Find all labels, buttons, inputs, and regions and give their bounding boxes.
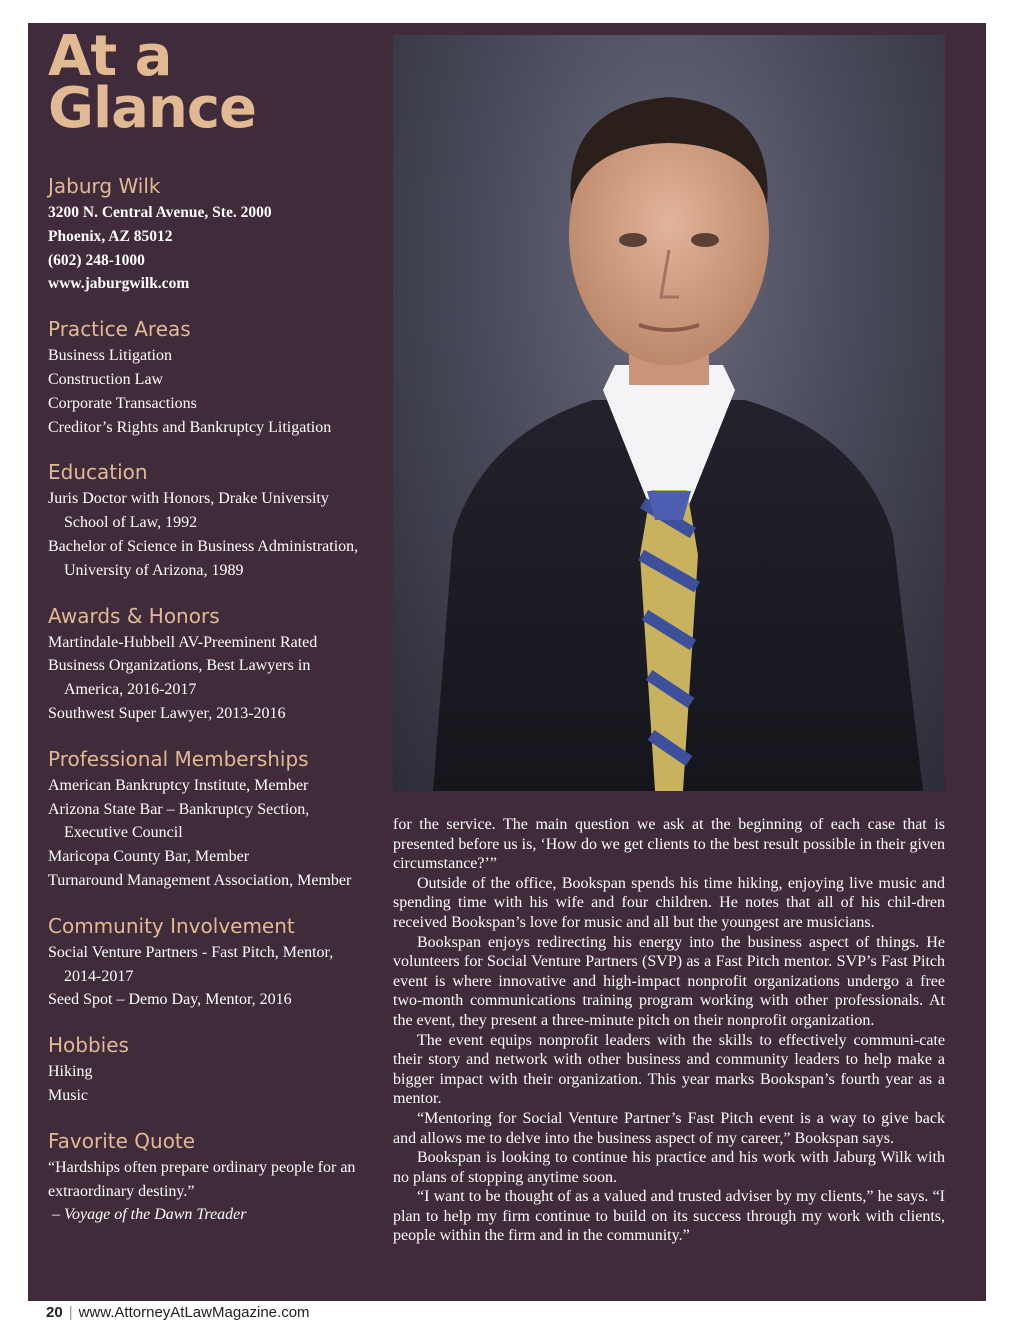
portrait-photo (393, 35, 945, 791)
list-item: Arizona State Bar – Bankruptcy Section, Executive Council (48, 800, 310, 842)
article-paragraph: for the service. The main question we ask at the beginning of each case that is presented before us is, ‘How do we get clients to the best result possible in their given circumstance?’” (393, 816, 945, 873)
firm-phone: (602) 248-1000 (48, 251, 145, 269)
list-item: Southwest Super Lawyer, 2013-2016 (48, 704, 286, 722)
awards-heading: Awards & Honors (48, 603, 220, 628)
firm-address-line-1: 3200 N. Central Avenue, Ste. 2000 (48, 204, 272, 221)
list-item: Martindale-Hubbell AV-Preeminent Rated (48, 633, 318, 651)
article-paragraph: “Mentoring for Social Venture Partner’s Fast Pitch event is a way to give back and allows me to delve into the business aspect of my career,” Bookspan says. (393, 1109, 945, 1147)
portrait-illustration (393, 35, 945, 791)
practice-areas-section (48, 316, 368, 439)
list-item: Construction Law (48, 370, 164, 388)
article-paragraph: Bookspan is looking to continue his practice and his work with Jaburg Wilk with no plans of stopping anytime soon. (393, 1149, 945, 1186)
footer-divider: | (68, 1304, 73, 1321)
list-item: Social Venture Partners - Fast Pitch, Mentor, 2014-2017 (48, 943, 334, 985)
hobbies-section (48, 1032, 368, 1108)
title-line-2: Glance (48, 76, 256, 141)
title-line-1: At a (48, 24, 172, 89)
page-number: 20 (46, 1304, 63, 1321)
list-item: Maricopa County Bar, Member (48, 848, 250, 866)
list-item: Corporate Transactions (48, 394, 197, 412)
footer-website-link[interactable]: www.AttorneyAtLawMagazine.com (78, 1304, 310, 1321)
list-item: Hiking (48, 1063, 93, 1081)
article-paragraph: “I want to be thought of as a valued and trusted adviser by my clients,” he says. “I plan to help my firm continue to build on its success through my work with clients, people within the firm and in the community.” (393, 1188, 945, 1245)
list-item: Business Organizations, Best Lawyers in America, 2016-2017 (48, 657, 311, 699)
firm-address-line-2: Phoenix, AZ 85012 (48, 227, 173, 245)
list-item: Turnaround Management Association, Member (48, 871, 352, 889)
community-section (48, 913, 368, 1012)
at-a-glance-sidebar (48, 24, 368, 1247)
quote-attribution: – Voyage of the Dawn Treader (52, 1206, 247, 1224)
awards-section (48, 603, 368, 726)
list-item: Music (48, 1086, 88, 1104)
quote-section (48, 1128, 368, 1227)
list-item: Bachelor of Science in Business Administration, University of Arizona, 1989 (48, 537, 359, 579)
memberships-heading: Professional Memberships (48, 746, 309, 771)
article-text (393, 815, 945, 1246)
list-item: Business Litigation (48, 347, 172, 365)
community-heading: Community Involvement (48, 913, 295, 938)
list-item: American Bankruptcy Institute, Member (48, 776, 309, 794)
education-section (48, 459, 368, 582)
education-heading: Education (48, 460, 148, 485)
article-paragraph: The event equips nonprofit leaders with the skills to effectively communi-cate their story and network with other business and community leaders to help make a bigger impact with their organization. This year marks Bookspan’s fourth year as a mentor. (393, 1031, 945, 1108)
quote-heading: Favorite Quote (48, 1128, 196, 1153)
firm-website-link[interactable]: www.jaburgwilk.com (48, 275, 190, 293)
page-title (48, 24, 368, 141)
article-paragraph: Outside of the office, Bookspan spends his time hiking, enjoying live music and spending time with his wife and four children. He notes that all of his chil-dren received Bookspan’s love for music and all but the youngest are musicians. (393, 874, 945, 931)
list-item: Juris Doctor with Honors, Drake University School of Law, 1992 (48, 490, 329, 532)
list-item: Creditor’s Rights and Bankruptcy Litigation (48, 418, 332, 436)
firm-heading: Jaburg Wilk (48, 174, 161, 198)
list-item: Seed Spot – Demo Day, Mentor, 2016 (48, 991, 292, 1009)
page-footer (46, 1304, 310, 1321)
practice-areas-heading: Practice Areas (48, 317, 191, 342)
memberships-section (48, 746, 368, 893)
content-panel (28, 23, 986, 1301)
hobbies-heading: Hobbies (48, 1033, 129, 1058)
firm-section (48, 173, 368, 296)
quote-text: “Hardships often prepare ordinary people for an extraordinary destiny.” (48, 1158, 356, 1200)
article-paragraph: Bookspan enjoys redirecting his energy into the business aspect of things. He volunteers for Social Venture Partners (SVP) as a Fast Pitch mentor. SVP’s Fast Pitch event is where innovative and high-impact nonprofit organizations undergo a free two-month communications training program working with other professionals. At the event, they present a three-minute pitch on their nonprofit organization. (393, 933, 945, 1029)
